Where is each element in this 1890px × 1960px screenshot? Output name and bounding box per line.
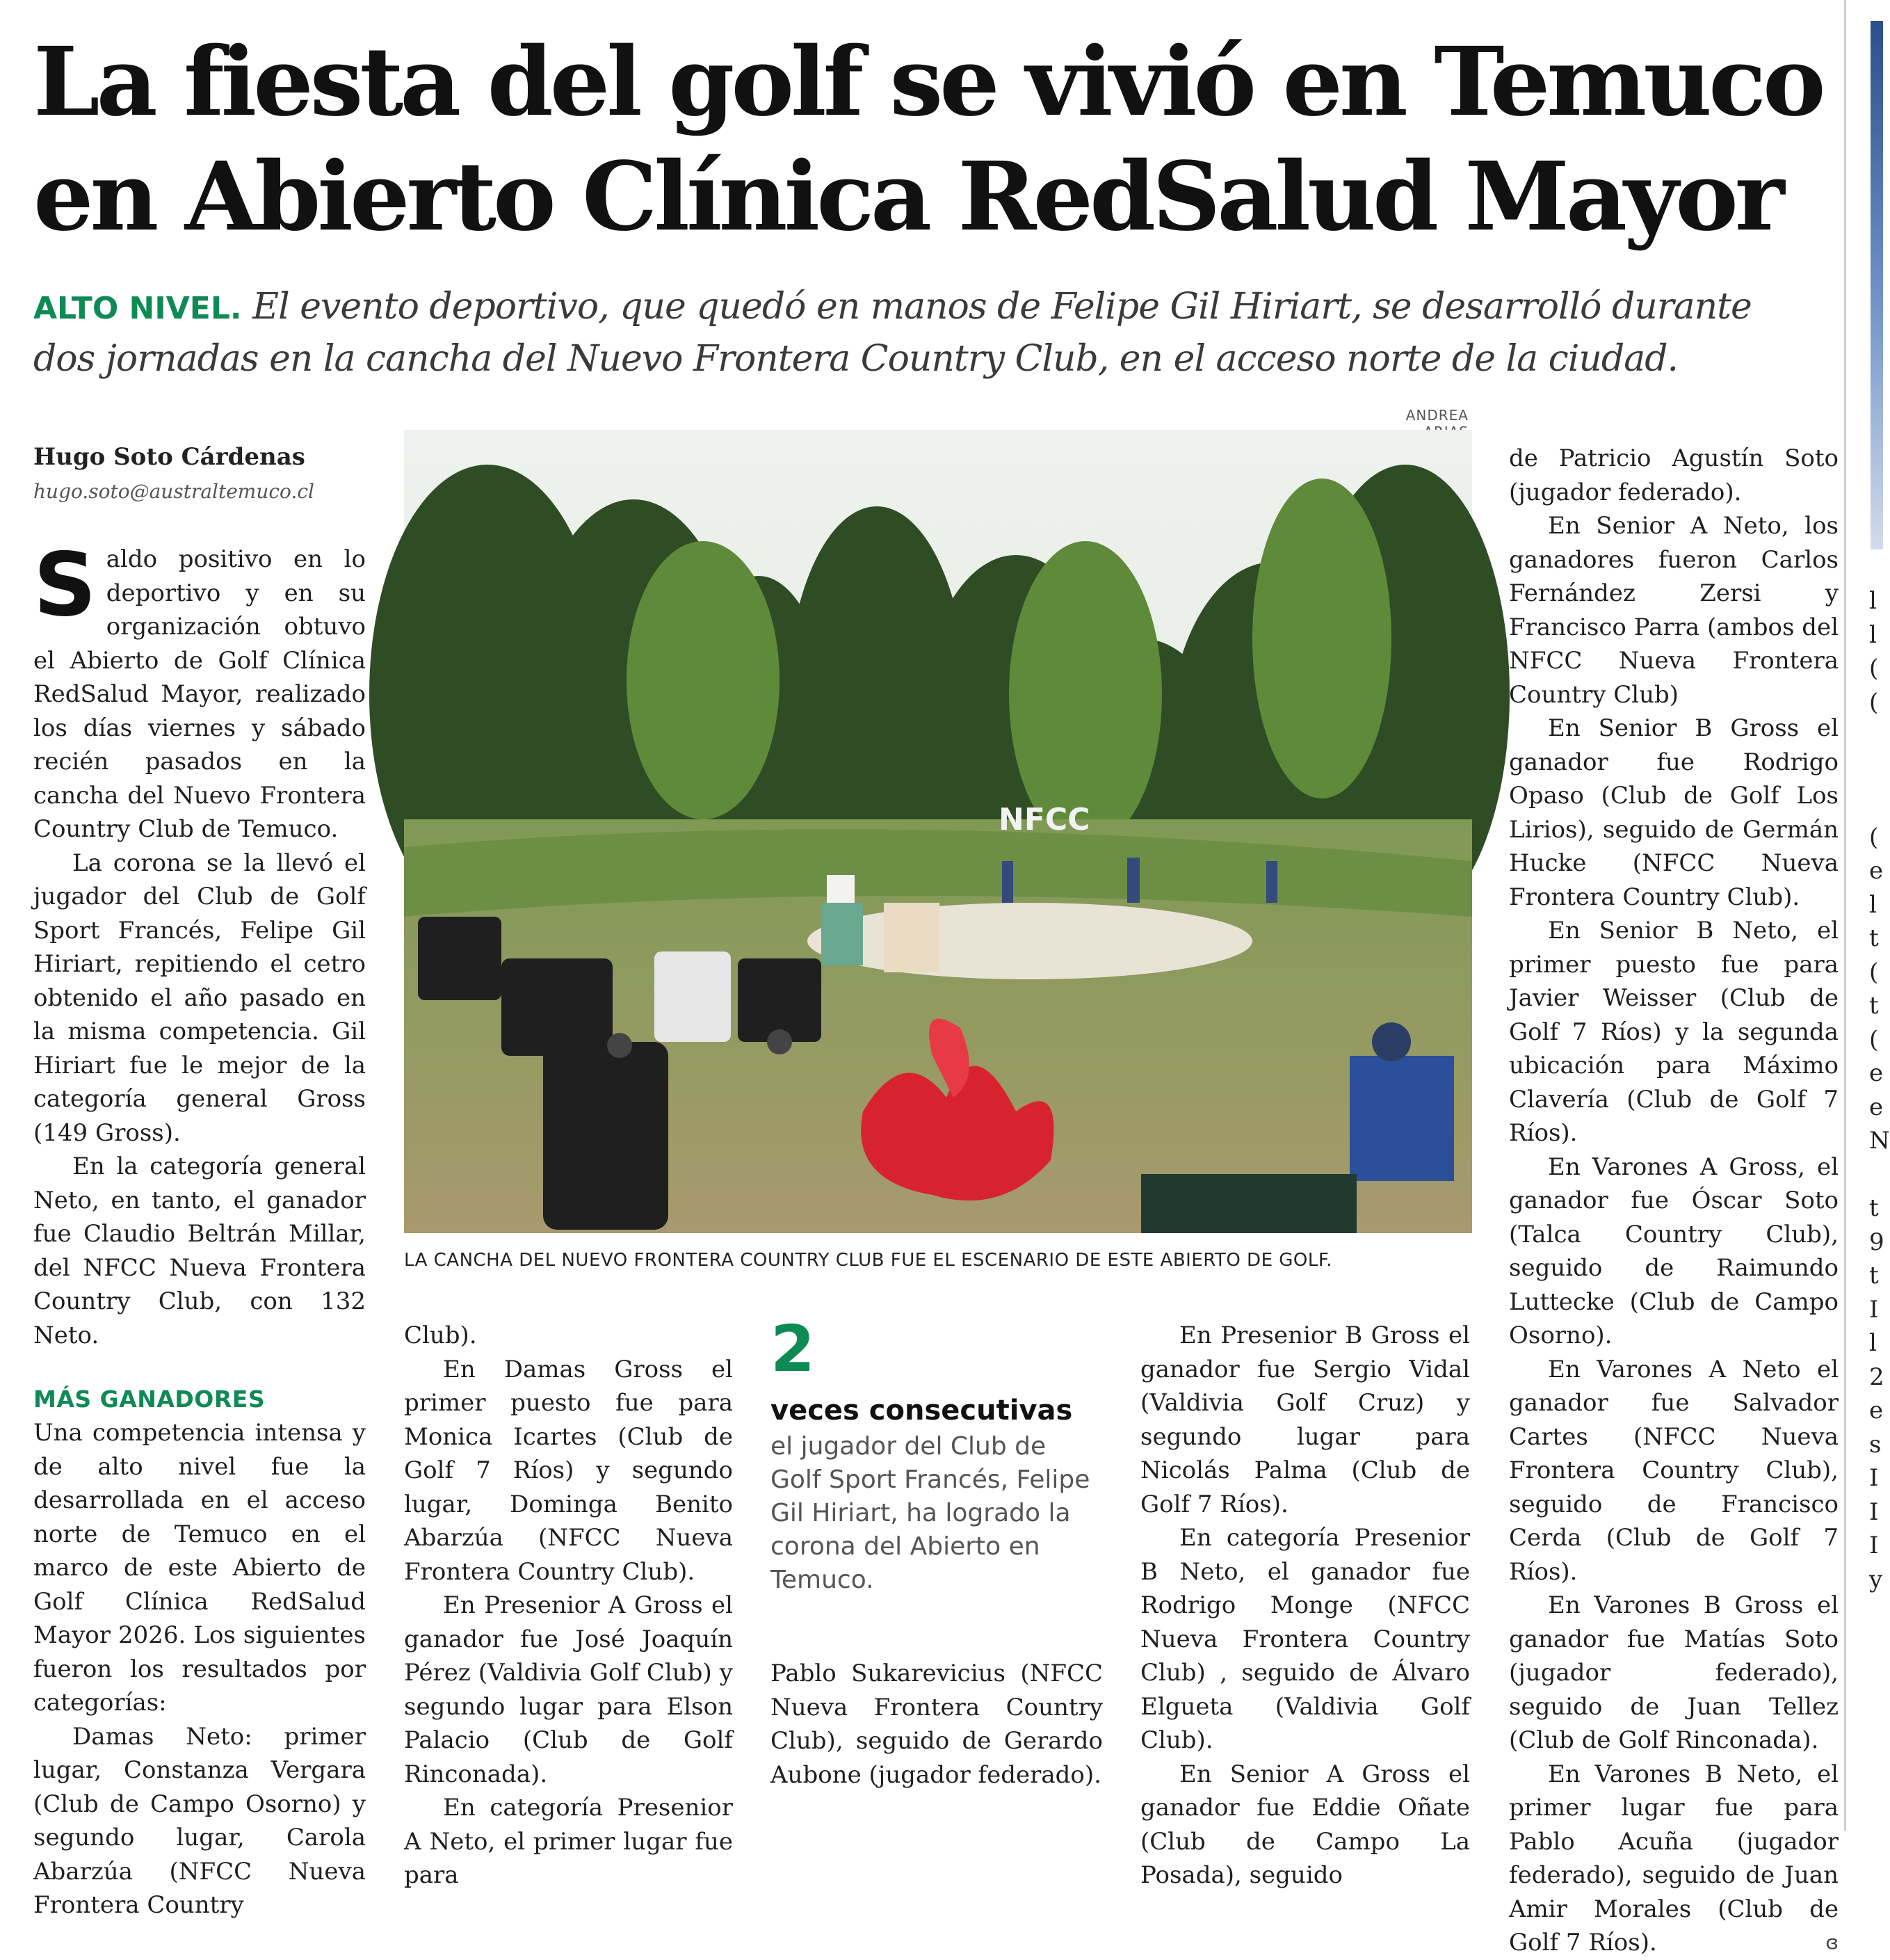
edge-letter: I — [1869, 1464, 1879, 1492]
fact-box — [770, 1312, 1104, 1597]
headline-line-2: en Abierto Clínica RedSalud Mayor — [33, 141, 1782, 252]
paragraph: En Presenior B Gross el ganador fue Sergio Vidal (Valdivia Golf Cruz) y segundo lugar para Nicolás Palma (Club de Golf 7 Ríos). — [1140, 1322, 1470, 1518]
edge-letter: ( — [1869, 688, 1879, 716]
fact-number: 2 — [770, 1312, 816, 1386]
edge-letter: I — [1869, 1295, 1879, 1324]
paragraph: En Varones B Gross el ganador fue Matías Soto (jugador federado), seguido de Juan Tellez (Club de Golf Rinconada). — [1509, 1591, 1839, 1754]
photo-caption: LA CANCHA DEL NUEVO FRONTERA COUNTRY CLUB FUE EL ESCENARIO DE ESTE ABIERTO DE GOLF. — [404, 1250, 1332, 1271]
paragraph: En Senior A Gross el ganador fue Eddie Oñate (Club de Campo La Posada), seguido — [1140, 1760, 1470, 1889]
paragraph: En Senior A Neto, los ganadores fueron Carlos Fernández Zersi y Francisco Parra (ambos del NFCC Nueva Frontera Country Club) — [1509, 512, 1839, 709]
paragraph: Damas Neto: primer lugar, Constanza Vergara (Club de Campo Osorno) y segundo lugar, Carola Abarzúa (NFCC Nueva Frontera Country — [33, 1722, 366, 1919]
edge-letter: ( — [1869, 654, 1879, 682]
headline-line-1: La fiesta del golf se vivió en Temuco — [33, 26, 1823, 138]
fact-text: el jugador del Club de Golf Sport Francés, Felipe Gil Hiriart, ha logrado la corona del Abierto en Temuco. — [770, 1432, 1090, 1594]
fact-label: veces consecutivas — [770, 1395, 1073, 1427]
paragraph: Pablo Sukarevicius (NFCC Nueva Frontera Country Club), seguido de Gerardo Aubone (jugador federado). — [770, 1660, 1103, 1789]
paragraph: En Varones B Neto, el primer lugar fue para Pablo Acuña (jugador federado), seguido de Juan Amir Morales (Club de Golf 7 Ríos). ɞ — [1509, 1758, 1839, 1960]
sand-bunker — [807, 903, 1252, 979]
paragraph: En categoría Presenior B Neto, el ganador fue Rodrigo Monge (NFCC Nueva Frontera Country Club) , seguido de Álvaro Elgueta (Valdivia Golf Club). — [1140, 1524, 1470, 1754]
edge-letter — [1869, 753, 1883, 787]
paragraph: En Senior B Gross el ganador fue Rodrigo Opaso (Club de Golf Los Lirios), seguido de Germán Hucke (NFCC Nueva Frontera Country Club). — [1509, 714, 1839, 911]
paragraph-lead: Saldo positivo en lo deportivo y en su organización obtuvo el Abierto de Golf Clínica RedSalud Mayor, realizado los días viernes y sábado recién pasados en la cancha del Nuevo Frontera Country Club de Temuco. — [33, 533, 366, 843]
edge-letter: I — [1869, 1497, 1879, 1526]
edge-letter: l — [1869, 890, 1877, 919]
edge-letter: e — [1869, 1059, 1884, 1087]
paragraph: En Varones A Gross, el ganador fue Óscar Soto (Talca Country Club), seguido de Raimundo Luttecke (Club de Campo Osorno). — [1509, 1152, 1839, 1349]
subhead-mas-ganadores: MÁS GANADORES — [33, 1385, 266, 1413]
kicker-text: El evento deportivo, que quedó en manos de Felipe Gil Hiriart, se desarrolló durante dos jornadas en la cancha del Nuevo Frontera Country Club, en el acceso norte de la ciudad. — [33, 286, 1752, 380]
edge-letter: t — [1869, 1262, 1879, 1290]
edge-letter: l — [1869, 620, 1877, 649]
edge-letter: l — [1869, 1329, 1877, 1357]
page-divider — [1844, 0, 1846, 1831]
edge-letter: I — [1869, 1532, 1879, 1559]
kicker — [33, 282, 1814, 384]
golf-course-photo — [404, 430, 1472, 1233]
edge-letter: ( — [1869, 823, 1879, 851]
edge-letter: e — [1869, 1397, 1884, 1424]
adjacent-column-fragment — [1869, 584, 1890, 1596]
edge-letter: ( — [1869, 958, 1879, 986]
edge-letter: t — [1869, 1194, 1879, 1222]
edge-letter: N — [1869, 1127, 1890, 1155]
column-4 — [1140, 1319, 1470, 1893]
column-3 — [770, 1657, 1103, 1792]
edge-letter: e — [1869, 857, 1884, 885]
edge-letter: e — [1869, 1093, 1884, 1121]
edge-letter — [1869, 787, 1883, 821]
column-2 — [404, 1319, 733, 1893]
edge-letter — [1869, 1158, 1883, 1192]
author-email: hugo.soto@australtemuco.cl — [33, 480, 314, 503]
paragraph: Una competencia intensa y de alto nivel fue la desarrollada en el acceso norte de Temuco en el marco de este Abierto de Golf Clínica RedSalud Mayor 2026. Los siguientes fueron los resultados por categorías: — [33, 1419, 366, 1717]
edge-letter: s — [1869, 1430, 1882, 1459]
paragraph: La corona se la llevó el jugador del Club de Golf Sport Francés, Felipe Gil Hiriart, repitiendo el cetro obtenido el año pasado en la misma competencia. Gil Hiriart fue le mejor de la categoría general Gross (149 Gross). — [33, 849, 366, 1147]
edge-letter: 2 — [1869, 1363, 1884, 1391]
end-mark-icon: ɞ — [1825, 1931, 1839, 1954]
edge-letter: t — [1869, 992, 1879, 1020]
column-5 — [1509, 442, 1839, 1960]
drop-cap: S — [33, 533, 97, 636]
column-1 — [33, 533, 366, 1922]
kicker-tag: ALTO NIVEL. — [33, 291, 242, 326]
edge-letter: l — [1869, 587, 1877, 615]
byline: Hugo Soto Cárdenas — [33, 443, 305, 471]
paragraph: En la categoría general Neto, en tanto, el ganador fue Claudio Beltrán Millar, del NFCC Nueva Frontera Country Club, con 132 Neto. — [33, 1152, 366, 1349]
paragraph: En Damas Gross el primer puesto fue para Monica Icartes (Club de Golf 7 Ríos) y segundo lugar, Dominga Benito Abarzúa (NFCC Nueva Frontera Country Club). — [404, 1355, 733, 1586]
paragraph: En Varones A Neto el ganador fue Salvador Cartes (NFCC Nueva Frontera Country Club), seguido de Francisco Cerda (Club de Golf 7 Ríos). — [1509, 1355, 1839, 1586]
edge-letter: ( — [1869, 1025, 1879, 1054]
edge-letter: 9 — [1869, 1228, 1884, 1256]
paragraph: En Senior B Neto, el primer puesto fue para Javier Weisser (Club de Golf 7 Ríos) y la segunda ubicación para Máximo Clavería (Club de Golf 7 Ríos). — [1509, 917, 1839, 1147]
edge-letter: y — [1869, 1565, 1883, 1593]
edge-letter: t — [1869, 924, 1879, 952]
paragraph: Club). — [404, 1322, 477, 1349]
paragraph: En Presenior A Gross el ganador fue José Joaquín Pérez (Valdivia Golf Club) y segundo lugar para Elson Palacio (Club de Golf Rinconada). — [404, 1591, 733, 1788]
paragraph: En categoría Presenior A Neto, el primer lugar fue para — [404, 1794, 733, 1889]
headline — [33, 25, 1841, 255]
nfcc-sign: NFCC — [999, 802, 1090, 837]
adjacent-photo-sliver — [1871, 21, 1883, 549]
photo-credit: ANDREA — [1405, 407, 1469, 424]
edge-letter — [1869, 719, 1883, 753]
golf-course-illustration — [404, 430, 1472, 1233]
paragraph: de Patricio Agustín Soto (jugador federado). — [1509, 444, 1839, 506]
